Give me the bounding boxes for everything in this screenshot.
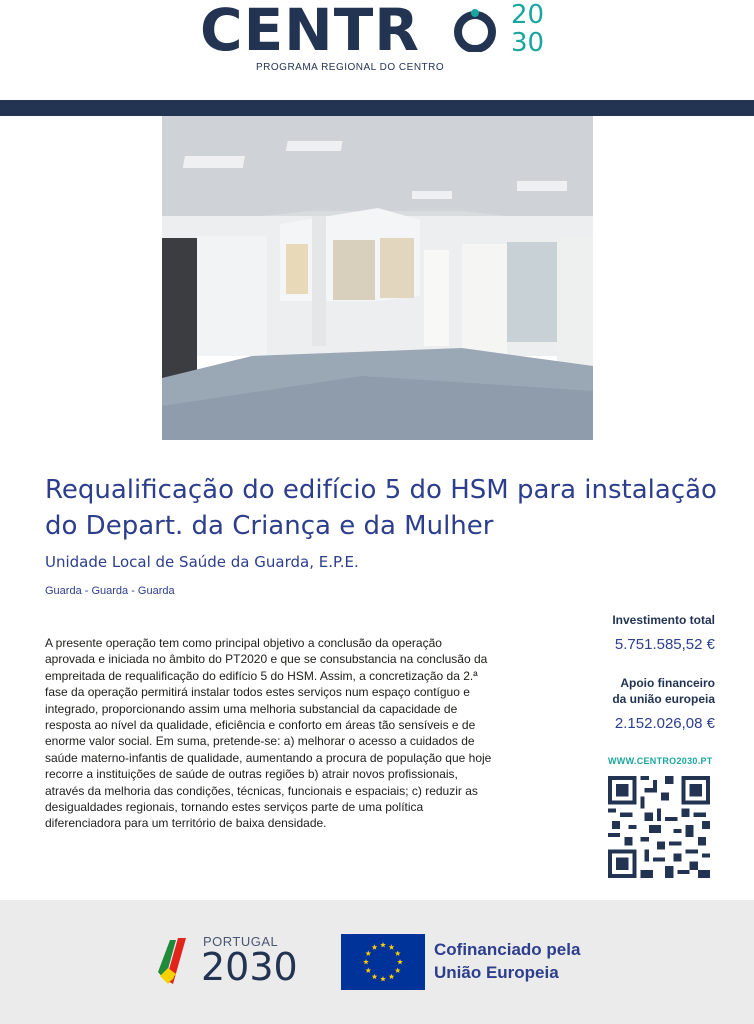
portugal-wordmark: PORTUGAL [203,934,279,949]
eu-line2: União Europeia [434,963,559,982]
header-band [0,100,754,116]
header [0,0,754,100]
project-photo [162,116,593,440]
eu-cofinancing-text [434,938,580,984]
eu-line1: Cofinanciado pela [434,940,581,959]
investment-value: 5.751.585,52 € [614,636,715,653]
eu-support-label-line2: da união europeia [612,692,715,706]
investment-label: Investimento total [612,613,715,627]
portugal-year: 2030 [201,945,298,989]
funding-panel [585,612,715,733]
logo-wordmark: CENTR [200,0,420,64]
project-description: A presente operação tem como principal objetivo a conclusão da operação aprovada e iniciada no âmbito do PT2020 e que se consubstancia na conclusão da empreitada de requalificação do edifício 5 do HSM. Assim, a concretização da 2.ª fase da operação permitirá instalar todos estes serviços num espaço contíguo e integrado, proporcionando assim uma melhoria substancial da capacidade de resposta ao nível da qualidade, eficiência e conforto em áreas tão sensíveis e de enorme valor social. Em suma, pretende-se: a) melhorar o acesso a cuidados de saúde materno-infantis de qualidade, aumentando a procura de população que hoje recorre a instituições de saúde de outras regiões b) atrair novos profissionais, através da melhoria das condições, técnicas, funcionais e espaciais; c) reduzir as desigualdades regionais, tornando estes serviços parte de uma política diferenciadora para um território de baixa densidade. [45,636,492,831]
qr-code-icon[interactable] [608,776,710,878]
beneficiary-entity: Unidade Local de Saúde da Guarda, E.P.E. [45,553,359,571]
eu-flag-icon [341,934,425,990]
eu-support-label-line1: Apoio financeiro [620,676,715,690]
project-title: Requalificação do edifício 5 do HSM para instalação do Depart. da Criança e da Mulher [45,475,717,541]
website-link[interactable]: WWW.CENTRO2030.PT [608,756,713,766]
centro-logo-ring-icon [453,8,497,52]
eu-support-value: 2.152.026,08 € [614,715,715,732]
logo-year-bottom: 30 [511,28,545,58]
logo-year [503,2,563,58]
logo-year-top: 20 [511,0,545,30]
logo-subtitle: PROGRAMA REGIONAL DO CENTRO [256,62,445,73]
project-location: Guarda - Guarda - Guarda [45,585,175,597]
